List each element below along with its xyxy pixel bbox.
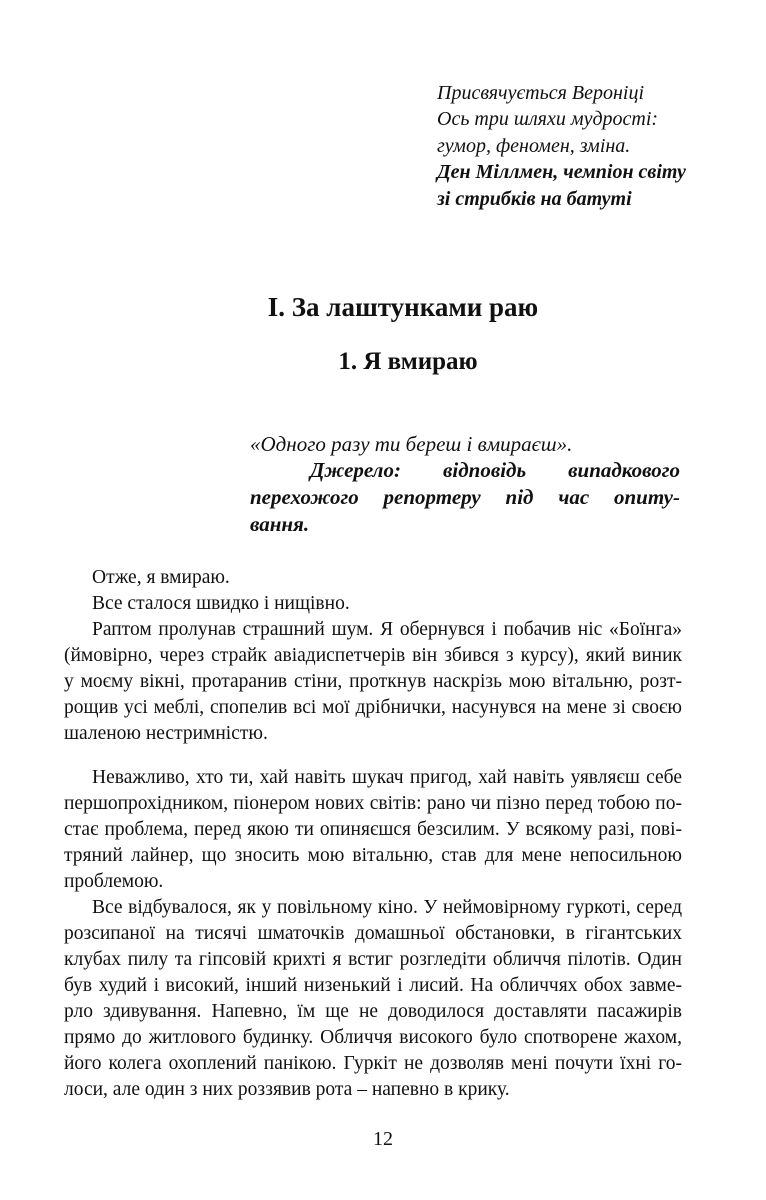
chapter-title: 1. Я вмираю xyxy=(338,348,478,375)
paragraph-line: стає проблема, перед якою ти опиняєшся безсилим. У всякому разі, пові- xyxy=(64,819,682,840)
epigraph-attribution: Ден Міллмен, чемпіон світу xyxy=(437,161,686,183)
quote-source: Джерело: відповідь випадкового xyxy=(310,458,680,482)
paragraph-line: Раптом пролунав страшний шум. Я обернувся і побачив ніс «Боїнга» xyxy=(92,619,682,640)
paragraph-line: Все сталося швидко і нищівно. xyxy=(92,593,350,614)
paragraph-line: Неважливо, хто ти, хай навіть шукач пригод, хай навіть уявляєш себе xyxy=(92,767,682,788)
epigraph-line: Ось три шляхи мудрості: xyxy=(437,108,659,130)
paragraph-line: рло здивування. Напевно, їм ще не доводилося доставляти пасажирів xyxy=(64,1001,682,1022)
paragraph-line: (ймовірно, через страйк авіадиспетчерів він збився з курсу), який виник xyxy=(64,645,682,666)
paragraph-line: шаленою нестримністю. xyxy=(64,723,268,744)
paragraph-line: першопрохідником, піонером нових світів: рано чи пізно перед тобою по- xyxy=(64,793,682,814)
paragraph-line: його колега охоплений панікою. Гуркіт не дозволяв мені почути їхні го- xyxy=(64,1053,682,1074)
quote-text: «Одного разу ти береш і вмираєш». xyxy=(250,432,573,456)
paragraph-line: у моєму вікні, протаранив стіни, проткнув наскрізь мою вітальню, розт- xyxy=(64,671,682,692)
paragraph-line: проблемою. xyxy=(64,871,164,892)
epigraph-line: гумор, феномен, зміна. xyxy=(437,135,631,157)
paragraph-line: тряний лайнер, що зносить мою вітальню, став для мене непосильною xyxy=(64,845,682,866)
paragraph-line: лоси, але один з них роззявив рота – напевно в крику. xyxy=(64,1079,510,1100)
paragraph-line: Все відбувалося, як у повільному кіно. У неймовірному гуркоті, серед xyxy=(92,897,682,918)
quote-source: перехожого репортеру під час опиту- xyxy=(250,485,680,509)
paragraph-line: рощив усі меблі, спопелив всі мої дрібнички, насунувся на мене зі своєю xyxy=(64,697,682,718)
paragraph-line: розсипаної на тисячі шматочків домашньої обстановки, в гігантських xyxy=(64,923,682,944)
quote-source: вання. xyxy=(250,512,310,536)
part-title: I. За лаштунками раю xyxy=(267,292,539,322)
paragraph-line: Отже, я вмираю. xyxy=(92,567,230,588)
epigraph-line: Присвячується Вероніці xyxy=(437,82,645,104)
paragraph-line: клубах пилу та гіпсовій крихті я встиг розгледіти обличчя пілотів. Один xyxy=(64,949,682,970)
epigraph-attribution: зі стрибків на батуті xyxy=(437,188,632,210)
paragraph-line: був худий і високий, інший низенький і лисий. На обличчях обох завме- xyxy=(64,975,682,996)
page-number: 12 xyxy=(373,1128,393,1150)
paragraph-line: прямо до житлового будинку. Обличчя високого було спотворене жахом, xyxy=(64,1027,682,1048)
